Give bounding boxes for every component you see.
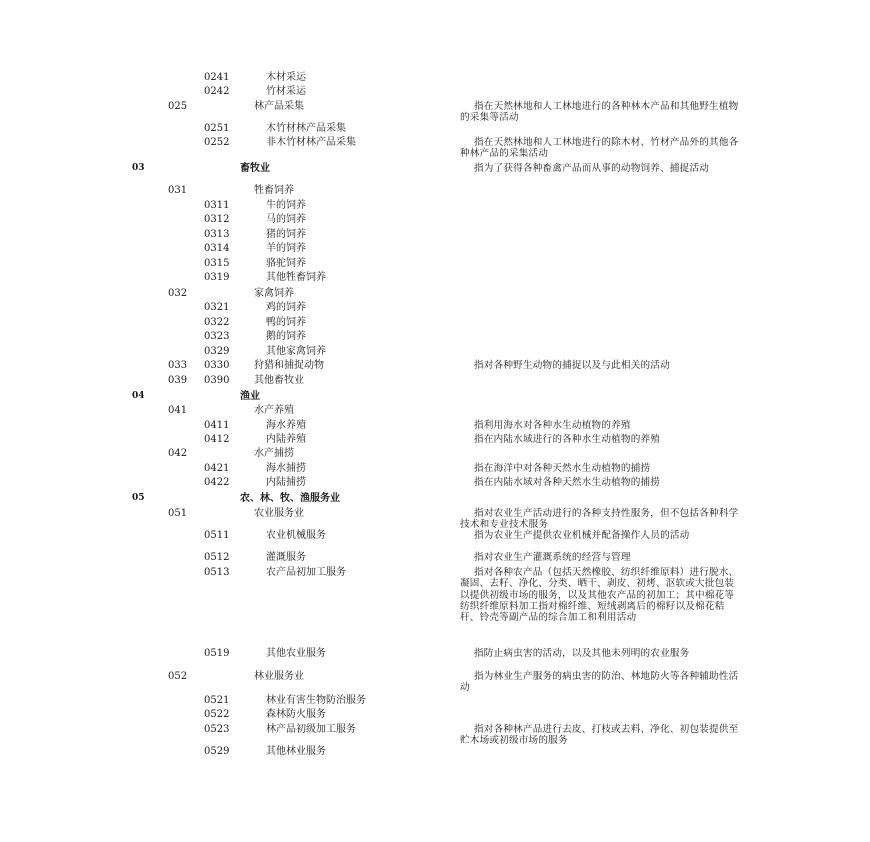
category-name: 林产品采集 [254, 101, 304, 112]
category-name: 其他牲畜饲养 [266, 272, 326, 283]
category-name: 家禽饲养 [254, 288, 294, 299]
class-code: 0252 [204, 137, 230, 148]
category-name: 马的饲养 [266, 214, 306, 225]
category-name: 内陆捕捞 [266, 477, 306, 488]
category-name: 渔业 [240, 391, 260, 402]
division-code: 033 [168, 360, 188, 371]
category-description: 指防止病虫害的活动，以及其他未列明的农业服务 [474, 648, 690, 659]
class-code: 0319 [204, 272, 230, 283]
division-code: 052 [168, 671, 188, 682]
category-description: 指利用海水对各种水生动植物的养殖 [474, 420, 631, 431]
category-description: 指为农业生产提供农业机械并配备操作人员的活动 [474, 530, 690, 541]
division-code: 032 [168, 288, 188, 299]
category-name: 其他农业服务 [266, 648, 326, 659]
section-code: 03 [132, 163, 145, 173]
class-code: 0511 [204, 530, 230, 541]
class-code: 0322 [204, 317, 230, 328]
category-description: 指对各种林产品进行去皮、打枝或去料、净化、初包装提供至贮木场或初级市场的服务 [460, 724, 739, 747]
category-name: 海水养殖 [266, 420, 306, 431]
category-description: 指在天然林地和人工林地进行的各种林木产品和其他野生植物的采集等活动 [460, 101, 739, 124]
division-code: 042 [168, 448, 188, 459]
class-code: 0321 [204, 302, 230, 313]
category-name: 木材采运 [266, 72, 306, 83]
category-name: 农、林、牧、渔服务业 [240, 493, 340, 504]
division-code: 041 [168, 405, 188, 416]
category-name: 非木竹材林产品采集 [266, 137, 356, 148]
category-name: 骆驼饲养 [266, 258, 306, 269]
category-name: 鸭的饲养 [266, 317, 306, 328]
group-code: 0330 [204, 360, 230, 371]
section-code: 04 [132, 391, 145, 401]
category-description: 指对各种野生动物的捕捉以及与此相关的活动 [474, 360, 670, 371]
category-name: 牛的饲养 [266, 200, 306, 211]
category-name: 畜牧业 [240, 163, 270, 174]
category-name: 其他林业服务 [266, 746, 326, 757]
category-description: 指为林业生产服务的病虫害的防治、林地防火等各种辅助性活动 [460, 671, 739, 694]
category-name: 木竹材林产品采集 [266, 123, 346, 134]
division-code: 051 [168, 508, 188, 519]
class-code: 0512 [204, 552, 230, 563]
category-name: 羊的饲养 [266, 243, 306, 254]
category-description: 指对农业生产活动进行的各种支持性服务，但不包括各种科学技术和专业技术服务 [460, 508, 739, 531]
class-code: 0313 [204, 229, 230, 240]
category-name: 林业有害生物防治服务 [266, 695, 366, 706]
category-name: 鹅的饲养 [266, 331, 306, 342]
class-code: 0522 [204, 709, 230, 720]
category-name: 内陆养殖 [266, 434, 306, 445]
class-code: 0329 [204, 346, 230, 357]
category-description: 指在天然林地和人工林地进行的除木材、竹材产品外的其他各种林产品的采集活动 [460, 137, 739, 160]
class-code: 0521 [204, 695, 230, 706]
group-code: 0390 [204, 375, 230, 386]
class-code: 0421 [204, 463, 230, 474]
division-code: 039 [168, 375, 188, 386]
category-description: 指在内陆水域对各种天然水生动植物的捕捞 [474, 477, 661, 488]
category-name: 鸡的饲养 [266, 302, 306, 313]
division-code: 031 [168, 185, 188, 196]
category-name: 水产捕捞 [254, 448, 294, 459]
category-name: 牲畜饲养 [254, 185, 294, 196]
category-name: 狩猎和捕捉动物 [254, 360, 324, 371]
category-description: 指对各种农产品（包括天然橡胶、纺织纤维原料）进行脱水、凝固、去籽、净化、分类、晒干、剥皮、初烤、沤软或大批包装以提供初级市场的服务，以及其他农产品的初加工；其中棉花等纺织纤维原料加工指对棉纤维、短绒剥离后的棉籽以及棉花秸秆、铃壳等副产品的综合加工和利用活动 [460, 567, 739, 624]
class-code: 0513 [204, 567, 230, 578]
category-name: 海水捕捞 [266, 463, 306, 474]
category-description: 指在内陆水域进行的各种水生动植物的养殖 [474, 434, 661, 445]
class-code: 0241 [204, 72, 230, 83]
category-name: 水产养殖 [254, 405, 294, 416]
category-name: 农业机械服务 [266, 530, 326, 541]
class-code: 0312 [204, 214, 230, 225]
category-name: 灌溉服务 [266, 552, 306, 563]
class-code: 0412 [204, 434, 230, 445]
class-code: 0242 [204, 86, 230, 97]
class-code: 0251 [204, 123, 230, 134]
class-code: 0422 [204, 477, 230, 488]
class-code: 0519 [204, 648, 230, 659]
class-code: 0523 [204, 724, 230, 735]
category-description: 指为了获得各种畜禽产品而从事的动物饲养、捕捉活动 [474, 163, 710, 174]
category-name: 其他畜牧业 [254, 375, 304, 386]
class-code: 0314 [204, 243, 230, 254]
class-code: 0323 [204, 331, 230, 342]
division-code: 025 [168, 101, 188, 112]
class-code: 0529 [204, 746, 230, 757]
section-code: 05 [132, 493, 145, 503]
class-code: 0411 [204, 420, 230, 431]
category-name: 其他家禽饲养 [266, 346, 326, 357]
category-name: 林产品初级加工服务 [266, 724, 356, 735]
class-code: 0311 [204, 200, 230, 211]
category-name: 猪的饲养 [266, 229, 306, 240]
category-description: 指对农业生产灌溉系统的经营与管理 [474, 552, 631, 563]
category-name: 森林防火服务 [266, 709, 326, 720]
category-name: 林业服务业 [254, 671, 304, 682]
category-name: 竹材采运 [266, 86, 306, 97]
class-code: 0315 [204, 258, 230, 269]
category-description: 指在海洋中对各种天然水生动植物的捕捞 [474, 463, 651, 474]
category-name: 农产品初加工服务 [266, 567, 346, 578]
category-name: 农业服务业 [254, 508, 304, 519]
